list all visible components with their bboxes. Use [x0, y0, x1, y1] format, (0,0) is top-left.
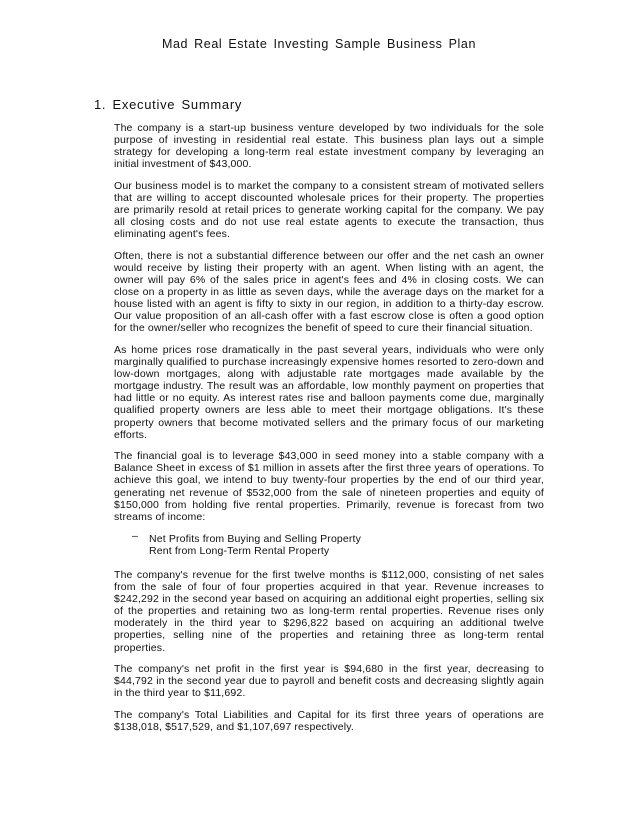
list-item — [114, 529, 544, 545]
paragraph-market-conditions: As home prices rose dramatically in the past several years, individuals who were only marginally qualified to purchase increasingly expensive homes resorted to zero-down and low-down mortgages, along with adjustable rate mortgages made available by the mortgage industry. The result was an affordable, low monthly payment on properties that had little or no equity. As interest rates rise and balloon payments come due, marginally qualified property owners are less able to meet their mortgage obligations. It's these property owners that become motivated sellers and the primary focus of our marketing efforts. — [114, 344, 544, 441]
dash-bullet-icon: – — [132, 529, 138, 542]
paragraph-financial-goal: The financial goal is to leverage $43,000 in seed money into a stable company with a Balance Sheet in excess of $1 million in assets after the first three years of operations. To achieve this goal, we intend to buy twenty-four properties by the end of our third year, generating net revenue of $532,000 from the sale of nineteen properties and equity of $150,000 from holding five rental properties. Primarily, revenue is forecast from two streams of income: — [114, 450, 544, 523]
list-item — [114, 545, 544, 557]
list-item-text: Net Profits from Buying and Selling Property — [149, 532, 362, 545]
document-title: Mad Real Estate Investing Sample Business Plan — [161, 37, 477, 51]
paragraph-company-overview: The company is a start-up business venture developed by two individuals for the sole purpose of investing in residential real estate. This business plan lays out a simple strategy for developing a long-term real estate investment company by leveraging an initial investment of $43,000. — [114, 122, 544, 171]
section-heading: 1. Executive Summary — [94, 97, 243, 112]
paragraph-value-proposition: Often, there is not a substantial difference between our offer and the net cash an owner would receive by listing their property with an agent. When listing with an agent, the owner will pay 6% of the sales price in agent's fees and 4% in closing costs. We can close on a property in as little as seven days, while the average days on the market for a house listed with an agent is fifty to sixty in our region, in addition to a thirty-day escrow. Our value proposition of an all-cash offer with a fast escrow close is often a good option for the owner/seller who recognizes the benefit of speed to cure their financial situation. — [114, 249, 544, 335]
paragraph-net-profit: The company's net profit in the first year is $94,680 in the first year, decreasing to $44,792 in the second year due to payroll and benefit costs and decreasing slightly again in the third year to $11,692. — [114, 663, 544, 700]
paragraph-revenue: The company's revenue for the first twelve months is $112,000, consisting of net sales from the sale of four of four properties acquired in that year. Revenue increases to $242,292 in the second year based on acquiring an additional eight properties, selling six of the properties and retaining two as long-term rental properties. Revenue rises only moderately in the third year to $296,822 based on acquiring an additional twelve properties, selling nine of the properties and retaining three as long-term rental properties. — [114, 569, 544, 654]
section-body — [114, 122, 544, 743]
list-item-text: Rent from Long-Term Rental Property — [149, 544, 330, 557]
income-streams-list — [114, 529, 544, 557]
paragraph-liabilities-capital: The company's Total Liabilities and Capital for its first three years of operations are $138,018, $517,529, and $1,107,697 respectively. — [114, 708, 544, 734]
paragraph-business-model: Our business model is to market the company to a consistent stream of motivated sellers that are willing to accept discounted wholesale prices for their property. The properties are primarily resold at retail prices to generate working capital for the company. We pay all closing costs and do not use real estate agents to execute the transaction, thus eliminating agent's fees. — [114, 179, 544, 241]
